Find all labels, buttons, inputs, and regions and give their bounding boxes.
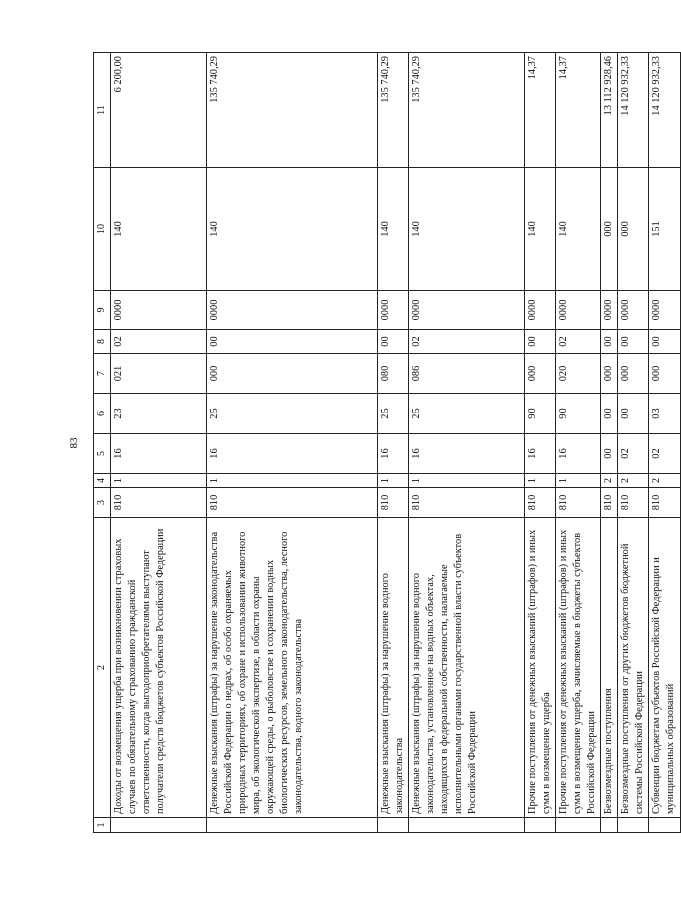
row-amount: 14,37: [524, 53, 555, 168]
row-code-cell: 1: [555, 474, 600, 488]
row-code-cell: 810: [206, 488, 377, 518]
row-code-cell: 2: [617, 474, 648, 488]
row-code-cell: 2: [600, 474, 617, 488]
row-code-cell: 0000: [408, 291, 524, 330]
row-code-cell: 16: [555, 434, 600, 474]
row-code-cell: 16: [524, 434, 555, 474]
row-code-cell: 00: [617, 330, 648, 354]
row-code-cell: 23: [110, 394, 206, 434]
row-code-cell: 1: [110, 474, 206, 488]
row-code-cell: 1: [206, 474, 377, 488]
column-header: 2: [94, 518, 111, 818]
row-code-cell: 00: [600, 434, 617, 474]
row-description: Субвенции бюджетам субъектов Российской Федерации и муниципальных образований: [648, 518, 680, 818]
row-code-cell: [377, 818, 408, 833]
row-code-cell: 021: [110, 354, 206, 394]
row-code-cell: 140: [110, 168, 206, 291]
table-row: [524, 53, 555, 833]
rotated-table-block: [68, 53, 677, 833]
row-code-cell: 080: [377, 354, 408, 394]
row-code-cell: [110, 818, 206, 833]
row-description: Прочие поступления от денежных взысканий (штрафов) и иных сумм в возмещение ущерба: [524, 518, 555, 818]
row-code-cell: 810: [524, 488, 555, 518]
row-code-cell: 0000: [648, 291, 680, 330]
row-amount: 14 120 932,33: [617, 53, 648, 168]
row-code-cell: 02: [648, 434, 680, 474]
row-code-cell: 02: [110, 330, 206, 354]
row-code-cell: 810: [555, 488, 600, 518]
row-code-cell: 0000: [206, 291, 377, 330]
page-number: 83: [68, 437, 80, 449]
row-code-cell: 000: [648, 354, 680, 394]
row-code-cell: 00: [377, 330, 408, 354]
row-amount: 6 200,00: [110, 53, 206, 168]
row-code-cell: 086: [408, 354, 524, 394]
row-code-cell: 2: [648, 474, 680, 488]
row-description: Денежные взыскания (штрафы) за нарушение законодательства Российской Федерации о недрах, об особо охраняемых природных территориях, об охране и использовании животного мира, об экологической экспертизе, в области охраны окружающей среды, о рыболовстве и сохранении водных биологических ресурсов, земельного законодательства, лесного законодательства, водного законодательства: [206, 518, 377, 818]
column-header: 4: [94, 474, 111, 488]
row-code-cell: 151: [648, 168, 680, 291]
row-code-cell: 810: [408, 488, 524, 518]
row-description: Безвозмездные поступления от других бюджетов бюджетной системы Российской Федерации: [617, 518, 648, 818]
row-code-cell: 000: [617, 168, 648, 291]
row-code-cell: 020: [555, 354, 600, 394]
column-header: 10: [94, 168, 111, 291]
column-header: 3: [94, 488, 111, 518]
row-description: Безвозмездные поступления: [600, 518, 617, 818]
row-code-cell: 02: [617, 434, 648, 474]
row-amount: 135 740,29: [408, 53, 524, 168]
row-code-cell: 000: [206, 354, 377, 394]
row-code-cell: 810: [617, 488, 648, 518]
row-amount: 14 120 932,33: [648, 53, 680, 168]
row-code-cell: [206, 818, 377, 833]
row-code-cell: 1: [524, 474, 555, 488]
column-header: 7: [94, 354, 111, 394]
row-code-cell: 140: [206, 168, 377, 291]
row-code-cell: 0000: [617, 291, 648, 330]
table-row: [617, 53, 648, 833]
row-code-cell: 16: [206, 434, 377, 474]
row-code-cell: 140: [377, 168, 408, 291]
row-code-cell: 90: [555, 394, 600, 434]
row-code-cell: 810: [110, 488, 206, 518]
row-code-cell: [648, 818, 680, 833]
row-code-cell: [524, 818, 555, 833]
row-code-cell: 000: [524, 354, 555, 394]
table-row: [408, 53, 524, 833]
row-code-cell: 00: [617, 394, 648, 434]
row-amount: 135 740,29: [377, 53, 408, 168]
row-description: Денежные взыскания (штрафы) за нарушение водного законодательства, установленное на водных объектах, находящихся в федеральной собственности, налагаемые исполнительными органами государственной власти субъектов Российской Федерации: [408, 518, 524, 818]
row-code-cell: 0000: [377, 291, 408, 330]
column-header: 1: [94, 818, 111, 833]
row-code-cell: 16: [408, 434, 524, 474]
column-header: 11: [94, 53, 111, 168]
row-code-cell: 00: [524, 330, 555, 354]
row-code-cell: 16: [110, 434, 206, 474]
row-code-cell: 02: [555, 330, 600, 354]
row-code-cell: 810: [600, 488, 617, 518]
table-row: [110, 53, 206, 833]
row-description: Доходы от возмещения ущерба при возникновении страховых случаев по обязательному страхованию гражданской ответственности, когда выгодоприобретателями выступают получатели средств бюджетов субъектов Российской Федерации: [110, 518, 206, 818]
row-amount: 14,37: [555, 53, 600, 168]
row-code-cell: [555, 818, 600, 833]
row-code-cell: 02: [408, 330, 524, 354]
row-code-cell: 810: [377, 488, 408, 518]
row-code-cell: [408, 818, 524, 833]
row-description: Денежные взыскания (штрафы) за нарушение водного законодательства: [377, 518, 408, 818]
table-row: [377, 53, 408, 833]
column-header: 8: [94, 330, 111, 354]
row-description: Прочие поступления от денежных взысканий (штрафов) и иных сумм в возмещение ущерба, зачисляемые в бюджеты субъектов Российской Федерации: [555, 518, 600, 818]
table-row: [555, 53, 600, 833]
column-header: 6: [94, 394, 111, 434]
row-code-cell: 0000: [524, 291, 555, 330]
row-code-cell: [600, 818, 617, 833]
budget-table: [93, 52, 681, 833]
row-code-cell: 140: [555, 168, 600, 291]
column-header: 9: [94, 291, 111, 330]
row-code-cell: 90: [524, 394, 555, 434]
row-code-cell: 16: [377, 434, 408, 474]
row-code-cell: 00: [648, 330, 680, 354]
row-code-cell: 000: [600, 354, 617, 394]
column-header: 5: [94, 434, 111, 474]
row-code-cell: 25: [377, 394, 408, 434]
row-code-cell: 00: [600, 394, 617, 434]
table-header-row: [94, 53, 111, 833]
table-row: [600, 53, 617, 833]
row-code-cell: 1: [408, 474, 524, 488]
row-code-cell: 1: [377, 474, 408, 488]
row-code-cell: 00: [600, 330, 617, 354]
row-code-cell: 140: [524, 168, 555, 291]
row-code-cell: 0000: [555, 291, 600, 330]
table-row: [648, 53, 680, 833]
row-code-cell: [617, 818, 648, 833]
row-code-cell: 25: [206, 394, 377, 434]
row-code-cell: 0000: [110, 291, 206, 330]
row-code-cell: 03: [648, 394, 680, 434]
row-code-cell: 140: [408, 168, 524, 291]
row-code-cell: 810: [648, 488, 680, 518]
row-code-cell: 00: [206, 330, 377, 354]
row-code-cell: 000: [617, 354, 648, 394]
row-amount: 135 740,29: [206, 53, 377, 168]
row-code-cell: 0000: [600, 291, 617, 330]
table-row: [206, 53, 377, 833]
row-code-cell: 000: [600, 168, 617, 291]
row-code-cell: 25: [408, 394, 524, 434]
row-amount: 13 112 928,46: [600, 53, 617, 168]
